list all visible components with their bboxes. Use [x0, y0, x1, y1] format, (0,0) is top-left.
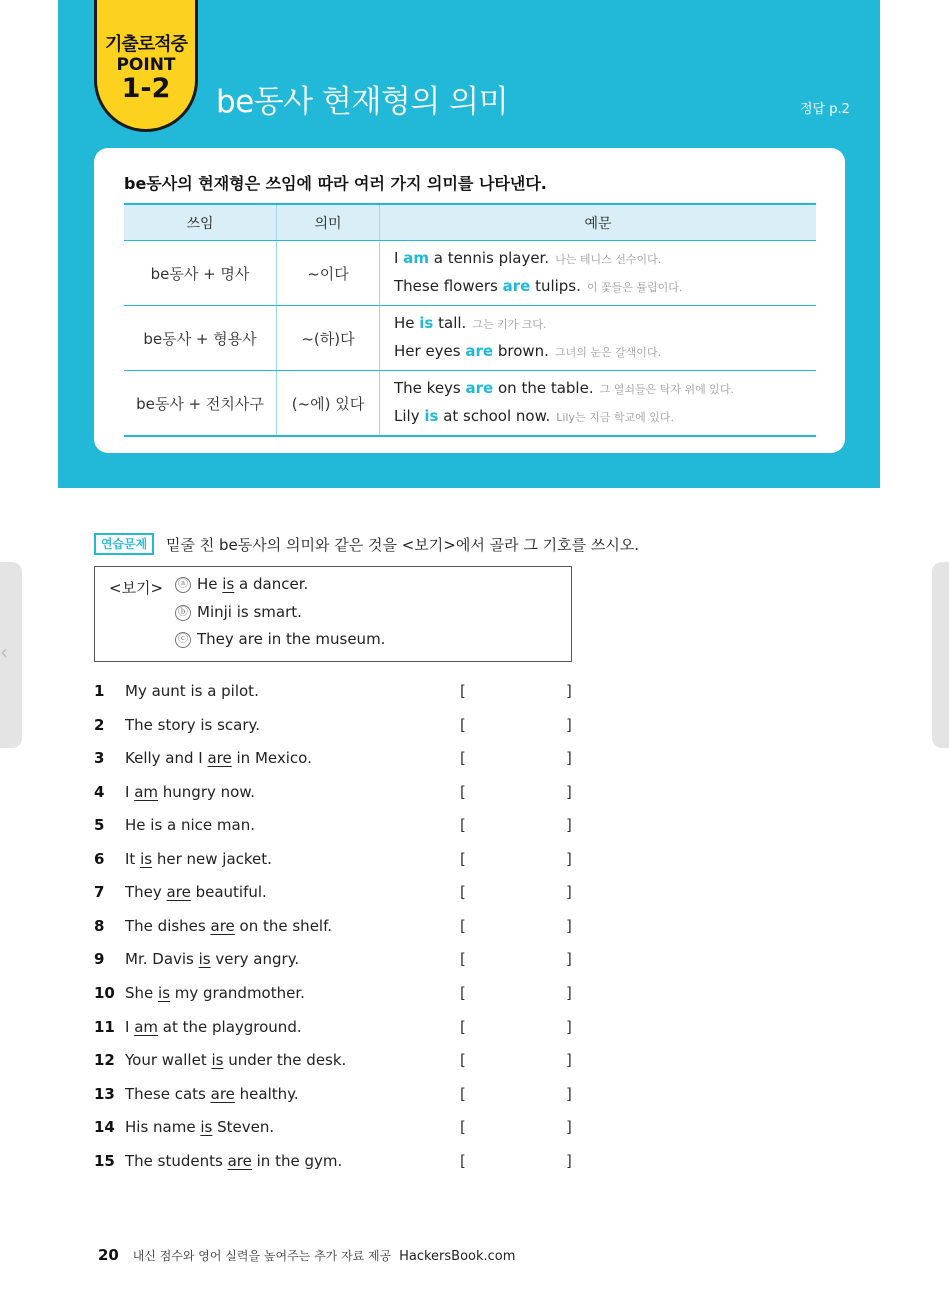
question-number: 8 — [94, 916, 105, 935]
answer-bracket-close[interactable]: ] — [566, 883, 572, 902]
answer-reference: 정답 p.2 — [800, 102, 850, 117]
example-be-verb: am — [403, 249, 429, 267]
question-pre: I — [125, 1017, 135, 1036]
usage-cell: be동사 + 명사 — [124, 241, 277, 306]
example-translation: Lily는 지금 학교에 있다. — [556, 411, 674, 424]
question-number: 7 — [94, 883, 105, 902]
example-item-mark: ⓐ — [175, 577, 191, 593]
question-sentence — [125, 950, 299, 968]
example-item-post: a dancer. — [234, 575, 309, 593]
question-row — [94, 816, 584, 838]
example-post: tall. — [433, 314, 467, 332]
answer-bracket-close[interactable]: ] — [566, 849, 572, 868]
question-post: under the desk. — [223, 1051, 347, 1070]
answer-bracket-open[interactable]: [ — [460, 782, 466, 801]
question-pre: He is a nice man. — [125, 816, 255, 835]
answer-bracket-open[interactable]: [ — [460, 1017, 466, 1036]
question-post: very angry. — [210, 950, 300, 969]
question-post: beautiful. — [190, 883, 267, 902]
example-pre: I — [394, 249, 404, 267]
example-post: tulips. — [530, 277, 581, 295]
answer-bracket-close[interactable]: ] — [566, 682, 572, 700]
card-heading: be동사의 현재형은 쓰임에 따라 여러 가지 의미를 나타낸다. — [124, 174, 547, 193]
page-footer — [98, 1246, 515, 1264]
answer-bracket-close[interactable]: ] — [566, 715, 572, 734]
badge-point: POINT — [116, 55, 176, 75]
example-cell — [380, 241, 817, 306]
question-row — [94, 917, 584, 939]
question-post: Steven. — [212, 1118, 275, 1137]
question-post: in Mexico. — [231, 749, 312, 768]
answer-bracket-open[interactable]: [ — [460, 1151, 466, 1170]
example-item-mark: ⓑ — [175, 605, 191, 621]
question-underlined: are — [210, 916, 235, 935]
question-pre: Your wallet — [125, 1051, 212, 1070]
question-underlined: am — [134, 1017, 159, 1036]
question-number: 14 — [94, 1118, 115, 1137]
question-sentence — [125, 850, 272, 868]
answer-bracket-close[interactable]: ] — [566, 950, 572, 969]
usage-row — [124, 306, 816, 371]
footer-text: 내신 점수와 영어 실력을 높여주는 추가 자료 제공 — [132, 1249, 392, 1263]
question-number: 15 — [94, 1151, 115, 1170]
question-number: 6 — [94, 849, 105, 868]
example-translation: 나는 테니스 선수이다. — [555, 253, 662, 266]
example-translation: 그는 키가 크다. — [472, 318, 547, 331]
question-number: 5 — [94, 816, 105, 835]
example-sentence — [394, 375, 815, 403]
example-be-verb: is — [424, 407, 439, 425]
question-number: 13 — [94, 1084, 115, 1103]
question-row — [94, 1018, 584, 1040]
question-pre: I — [125, 782, 135, 801]
question-sentence — [125, 1051, 346, 1069]
example-sentence — [394, 310, 815, 338]
question-row — [94, 950, 584, 972]
answer-bracket-close[interactable]: ] — [566, 816, 572, 835]
answer-bracket-open[interactable]: [ — [460, 749, 466, 768]
question-underlined: are — [207, 749, 232, 768]
answer-bracket-open[interactable]: [ — [460, 916, 466, 935]
answer-bracket-close[interactable]: ] — [566, 1084, 572, 1103]
question-pre: The dishes — [125, 916, 211, 935]
question-number: 12 — [94, 1051, 115, 1070]
question-pre: These cats — [125, 1084, 211, 1103]
example-sentence — [394, 245, 815, 273]
question-number: 4 — [94, 782, 105, 801]
answer-bracket-close[interactable]: ] — [566, 916, 572, 935]
usage-table — [124, 203, 816, 437]
column-header-usage: 쓰임 — [124, 204, 277, 241]
example-item-pre: Minji is smart. — [197, 603, 302, 621]
usage-cell: be동사 + 형용사 — [124, 306, 277, 371]
example-be-verb: are — [502, 277, 531, 295]
example-item — [175, 603, 302, 621]
question-post: healthy. — [234, 1084, 299, 1103]
question-pre: Kelly and I — [125, 749, 208, 768]
question-pre: She — [125, 983, 159, 1002]
prev-page-tab[interactable] — [0, 562, 22, 748]
question-pre: My aunt is a pilot. — [125, 682, 259, 700]
question-sentence — [125, 1018, 302, 1036]
example-item-pre: They are in the museum. — [197, 630, 386, 648]
practice-label: 연습문제 — [94, 533, 154, 555]
question-underlined: is — [211, 1051, 224, 1070]
example-item-pre: He — [197, 575, 223, 593]
example-sentence — [394, 338, 815, 366]
question-row — [94, 984, 584, 1006]
answer-bracket-close[interactable]: ] — [566, 1118, 572, 1137]
question-post: hungry now. — [158, 782, 255, 801]
example-post: at school now. — [438, 407, 551, 425]
page-number: 20 — [98, 1246, 119, 1264]
meaning-cell: ~(하)다 — [277, 306, 380, 371]
example-pre: He — [394, 314, 420, 332]
example-cell — [380, 371, 817, 437]
answer-bracket-open[interactable]: [ — [460, 950, 466, 969]
example-item-mark: ⓒ — [175, 632, 191, 648]
question-underlined: is — [200, 1118, 213, 1137]
question-number: 9 — [94, 950, 105, 969]
question-sentence — [125, 1118, 274, 1136]
example-be-verb: are — [465, 379, 494, 397]
example-pre: The keys — [394, 379, 466, 397]
answer-bracket-open[interactable]: [ — [460, 1118, 466, 1137]
question-row — [94, 682, 584, 704]
usage-cell: be동사 + 전치사구 — [124, 371, 277, 437]
column-header-example: 예문 — [380, 204, 817, 241]
next-page-tab[interactable] — [932, 562, 949, 748]
question-sentence — [125, 883, 267, 901]
badge-series: 기출로적중 — [105, 34, 187, 55]
question-post: my grandmother. — [170, 983, 305, 1002]
question-post: at the playground. — [158, 1017, 302, 1036]
question-row — [94, 1051, 584, 1073]
question-sentence — [125, 816, 255, 834]
question-sentence — [125, 749, 312, 767]
question-row — [94, 850, 584, 872]
example-item — [175, 575, 308, 593]
question-number: 1 — [94, 682, 105, 700]
usage-row — [124, 371, 816, 437]
example-translation: 이 꽃들은 튤립이다. — [586, 281, 683, 294]
question-sentence — [125, 716, 260, 734]
question-pre: His name — [125, 1118, 201, 1137]
meaning-cell: (~에) 있다 — [277, 371, 380, 437]
question-underlined: are — [227, 1151, 252, 1170]
question-post: her new jacket. — [152, 849, 272, 868]
column-header-meaning: 의미 — [277, 204, 380, 241]
question-underlined: is — [198, 950, 211, 969]
example-translation: 그 열쇠들은 탁자 위에 있다. — [599, 383, 734, 396]
question-pre: Mr. Davis — [125, 950, 199, 969]
point-badge — [94, 0, 198, 132]
question-sentence — [125, 1085, 299, 1103]
answer-bracket-close[interactable]: ] — [566, 1051, 572, 1070]
answer-bracket-open[interactable]: [ — [460, 1084, 466, 1103]
chevron-left-icon: ‹ — [0, 640, 8, 664]
answer-bracket-open[interactable]: [ — [460, 849, 466, 868]
example-sentence — [394, 273, 815, 301]
page-title: be동사 현재형의 의미 — [216, 84, 509, 120]
question-pre: It — [125, 849, 141, 868]
question-underlined: is — [158, 983, 171, 1002]
question-sentence — [125, 917, 332, 935]
example-post: on the table. — [493, 379, 594, 397]
question-underlined: are — [166, 883, 191, 902]
question-post: on the shelf. — [234, 916, 333, 935]
usage-row — [124, 241, 816, 306]
example-sentence — [394, 403, 815, 431]
practice-instruction: 밑줄 친 be동사의 의미와 같은 것을 <보기>에서 골라 그 기호를 쓰시오. — [166, 536, 640, 554]
question-number: 10 — [94, 983, 115, 1002]
answer-bracket-open[interactable]: [ — [460, 883, 466, 902]
question-row — [94, 1152, 584, 1174]
example-be-verb: is — [419, 314, 434, 332]
question-number: 11 — [94, 1017, 115, 1036]
answer-bracket-open[interactable]: [ — [460, 682, 466, 700]
footer-site[interactable]: HackersBook.com — [399, 1249, 516, 1264]
example-pre: Her eyes — [394, 342, 466, 360]
question-row — [94, 883, 584, 905]
example-cell — [380, 306, 817, 371]
question-number: 3 — [94, 749, 105, 768]
question-underlined: is — [140, 849, 153, 868]
question-number: 2 — [94, 715, 105, 734]
example-box-label: <보기> — [109, 579, 164, 597]
example-post: a tennis player. — [428, 249, 550, 267]
example-item-underlined: is — [222, 575, 235, 593]
question-row — [94, 783, 584, 805]
answer-bracket-close[interactable]: ] — [566, 1151, 572, 1170]
question-underlined: am — [134, 782, 159, 801]
answer-bracket-open[interactable]: [ — [460, 983, 466, 1002]
answer-bracket-close[interactable]: ] — [566, 782, 572, 801]
answer-bracket-open[interactable]: [ — [460, 715, 466, 734]
answer-bracket-close[interactable]: ] — [566, 749, 572, 768]
answer-bracket-close[interactable]: ] — [566, 983, 572, 1002]
example-post: brown. — [493, 342, 549, 360]
example-pre: Lily — [394, 407, 425, 425]
answer-bracket-open[interactable]: [ — [460, 816, 466, 835]
question-underlined: are — [210, 1084, 235, 1103]
example-be-verb: are — [465, 342, 494, 360]
question-row — [94, 1085, 584, 1107]
answer-bracket-open[interactable]: [ — [460, 1051, 466, 1070]
question-post: in the gym. — [251, 1151, 343, 1170]
question-row — [94, 749, 584, 771]
question-row — [94, 1118, 584, 1140]
badge-number: 1-2 — [121, 73, 171, 104]
question-pre: The students — [125, 1151, 228, 1170]
example-translation: 그녀의 눈은 갈색이다. — [554, 346, 662, 359]
question-pre: They — [125, 883, 167, 902]
question-sentence — [125, 783, 255, 801]
question-sentence — [125, 682, 259, 700]
example-item — [175, 630, 385, 648]
answer-bracket-close[interactable]: ] — [566, 1017, 572, 1036]
example-pre: These flowers — [394, 277, 503, 295]
question-sentence — [125, 1152, 342, 1170]
question-sentence — [125, 984, 305, 1002]
question-row — [94, 716, 584, 738]
meaning-cell: ~이다 — [277, 241, 380, 306]
example-box — [94, 566, 572, 662]
question-pre: The story is scary. — [125, 715, 261, 734]
